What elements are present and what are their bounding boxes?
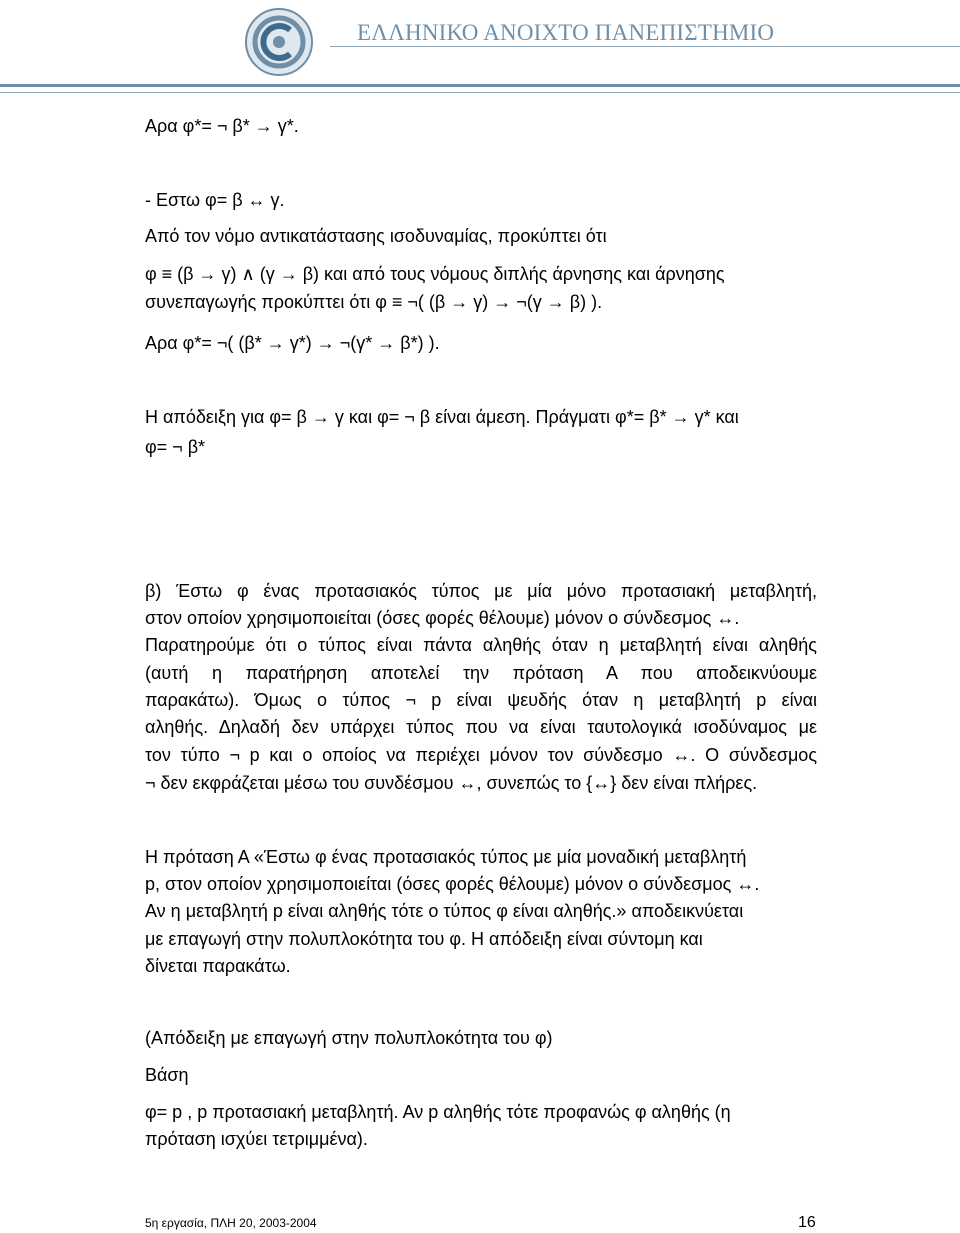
university-logo-icon xyxy=(238,6,320,78)
text-line: τον τύπο ¬ p και ο οποίος να περιέχει μόνον τον σύνδεσμο ↔. Ο σύνδεσμος xyxy=(145,745,817,765)
text-line: Αρα φ*= ¬ β* → γ*. xyxy=(145,116,299,136)
text-line: Παρατηρούμε ότι ο τύπος είναι πάντα αληθής όταν η μεταβλητή είναι αληθής xyxy=(145,635,817,655)
text-line: Αν η μεταβλητή p είναι αληθής τότε ο τύπος φ είναι αληθής.» αποδεικνύεται xyxy=(145,901,744,921)
text-line: ¬ δεν εκφράζεται μέσω του συνδέσμου ↔, συνεπώς το {↔} δεν είναι πλήρες. xyxy=(145,773,758,793)
text-line: παρακάτω). Όμως ο τύπος ¬ p είναι ψευδής όταν η μεταβλητή p είναι xyxy=(145,690,817,710)
text-line: (αυτή η παρατήρηση αποτελεί την πρόταση Α που αποδεικνύουμε xyxy=(145,663,817,683)
text-line: αληθής. Δηλαδή δεν υπάρχει τύπος που να είναι ταυτολογικά ισοδύναμος με xyxy=(145,717,817,737)
text-line: Η απόδειξη για φ= β → γ και φ= ¬ β είναι άμεση. Πράγματι φ*= β* → γ* και xyxy=(145,407,739,427)
text-line: β) Έστω φ ένας προτασιακός τύπος με μία μόνο προτασιακή μεταβλητή, xyxy=(145,581,817,601)
text-line: με επαγωγή στην πολυπλοκότητα του φ. Η απόδειξη είναι σύντομη και xyxy=(145,929,703,949)
text-line: (Απόδειξη με επαγωγή στην πολυπλοκότητα του φ) xyxy=(145,1028,553,1048)
text-line: συνεπαγωγής προκύπτει ότι φ ≡ ¬( (β → γ) → ¬(γ → β) ). xyxy=(145,292,603,312)
text-line: πρόταση ισχύει τετριμμένα). xyxy=(145,1129,368,1149)
text-line: στον οποίον χρησιμοποιείται (όσες φορές θέλουμε) μόνον ο σύνδεσμος ↔. xyxy=(145,608,740,628)
text-line: φ= p , p προτασιακή μεταβλητή. Αν p αληθής τότε προφανώς φ αληθής (η xyxy=(145,1102,731,1122)
text-line: φ ≡ (β → γ) ∧ (γ → β) και από τους νόμους διπλής άρνησης και άρνησης xyxy=(145,264,725,284)
text-line: Από τον νόμο αντικατάστασης ισοδυναμίας, προκύπτει ότι xyxy=(145,226,607,246)
header-rule-thin xyxy=(330,46,960,47)
text-line: δίνεται παρακάτω. xyxy=(145,956,291,976)
text-line: - Εστω φ= β ↔ γ. xyxy=(145,190,285,210)
footer-course-info: 5η εργασία, ΠΛΗ 20, 2003-2004 xyxy=(145,1216,317,1230)
text-line: Αρα φ*= ¬( (β* → γ*) → ¬(γ* → β*) ). xyxy=(145,333,440,353)
page-number: 16 xyxy=(798,1214,816,1231)
text-line: Βάση xyxy=(145,1065,189,1085)
university-name: ΕΛΛΗΝΙΚΟ ΑΝΟΙΧΤΟ ΠΑΝΕΠΙΣΤΗΜΙΟ xyxy=(357,20,775,45)
header-rule-thick xyxy=(0,84,960,87)
text-line: p, στον οποίον χρησιμοποιείται (όσες φορές θέλουμε) μόνον ο σύνδεσμος ↔. xyxy=(145,874,760,894)
header-rule-bottom xyxy=(0,92,960,93)
page-header xyxy=(0,0,960,96)
text-line: Η πρόταση Α «Έστω φ ένας προτασιακός τύπος με μία μοναδική μεταβλητή xyxy=(145,847,747,867)
text-line: φ= ¬ β* xyxy=(145,437,206,457)
